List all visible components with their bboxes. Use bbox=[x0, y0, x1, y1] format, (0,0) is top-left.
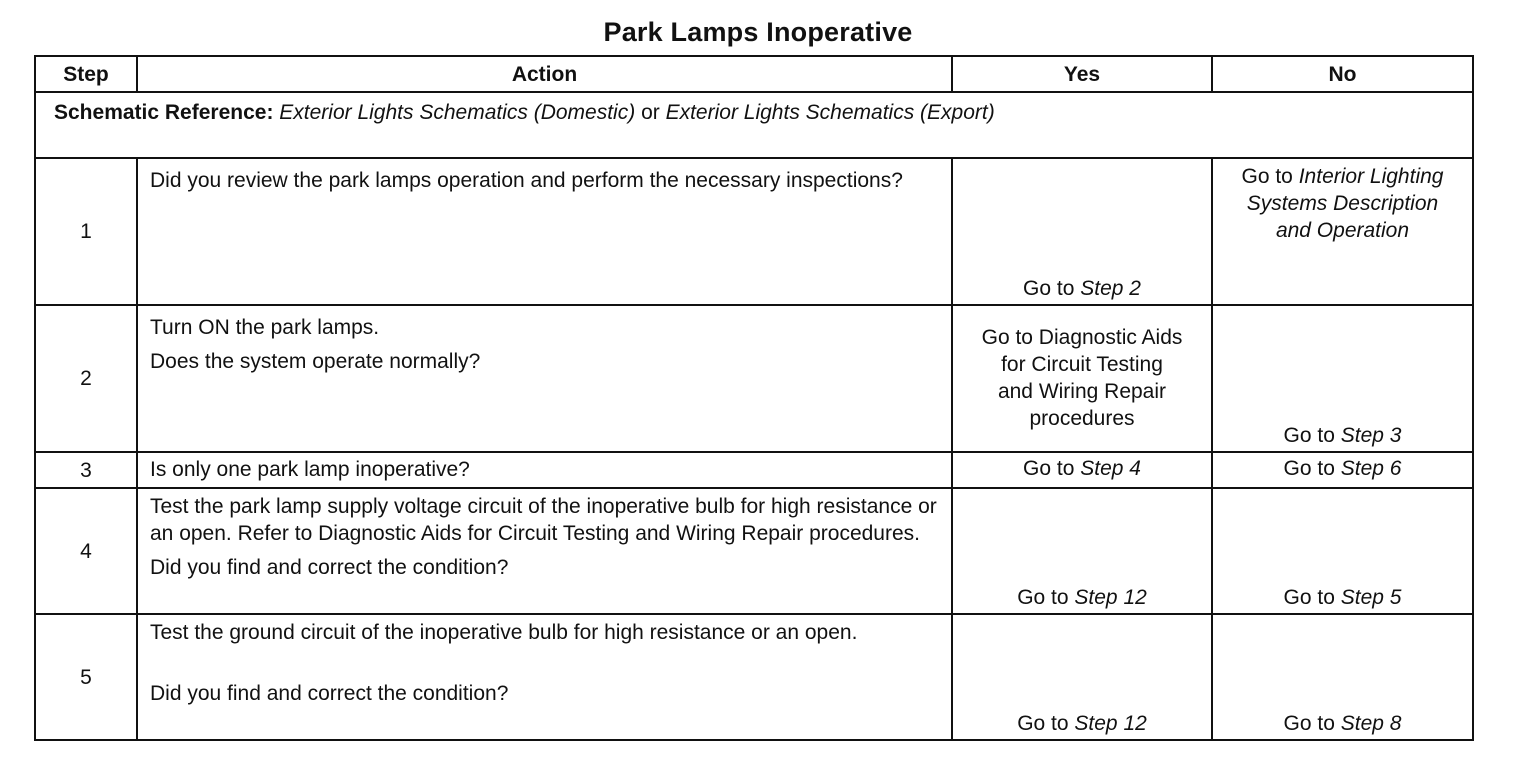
action-text: Did you review the park lamps operation and perform the necessary inspections? bbox=[150, 169, 903, 192]
go-to-text: Go to bbox=[1023, 457, 1075, 480]
step-number: 4 bbox=[35, 488, 137, 614]
header-step: Step bbox=[35, 56, 137, 92]
table-row bbox=[35, 452, 1473, 488]
no-cell bbox=[1212, 614, 1473, 740]
header-action: Action bbox=[137, 56, 952, 92]
no-cell bbox=[1212, 452, 1473, 488]
yes-cell bbox=[952, 452, 1212, 488]
schematic-link-export[interactable]: Exterior Lights Schematics (Export) bbox=[665, 101, 995, 124]
go-to-text: Go to bbox=[1283, 586, 1335, 609]
yes-cell bbox=[952, 488, 1212, 614]
step-link[interactable]: Step 3 bbox=[1340, 424, 1402, 447]
table-row bbox=[35, 158, 1473, 305]
schematic-label: Schematic Reference: bbox=[54, 101, 274, 124]
schematic-reference bbox=[35, 92, 1473, 158]
yes-cell bbox=[952, 158, 1212, 305]
step-link[interactable]: Step 6 bbox=[1340, 457, 1402, 480]
no-cell bbox=[1212, 158, 1473, 305]
schematic-row bbox=[35, 92, 1473, 158]
go-to-text: Go to bbox=[1017, 586, 1069, 609]
go-to-text: Go to bbox=[1283, 424, 1335, 447]
action-question: Did you find and correct the condition? bbox=[150, 682, 509, 705]
diagnostic-table bbox=[34, 55, 1474, 741]
yes-cell bbox=[952, 614, 1212, 740]
action-cell bbox=[137, 452, 952, 488]
step-link[interactable]: Step 8 bbox=[1340, 712, 1402, 735]
schematic-link-domestic[interactable]: Exterior Lights Schematics (Domestic) bbox=[279, 101, 636, 124]
table-row bbox=[35, 614, 1473, 740]
step-link[interactable]: Step 12 bbox=[1074, 586, 1147, 609]
go-to-text: Go to bbox=[1023, 277, 1075, 300]
header-row bbox=[35, 56, 1473, 92]
header-no: No bbox=[1212, 56, 1473, 92]
table-row bbox=[35, 488, 1473, 614]
yes-cell bbox=[952, 305, 1212, 452]
action-cell bbox=[137, 614, 952, 740]
go-to-text: Go to bbox=[1017, 712, 1069, 735]
step-link[interactable]: Step 2 bbox=[1080, 277, 1141, 300]
header-yes: Yes bbox=[952, 56, 1212, 92]
go-to-text: Go to bbox=[1283, 457, 1335, 480]
go-to-text: Go to bbox=[1283, 712, 1335, 735]
step-link[interactable]: Step 12 bbox=[1074, 712, 1147, 735]
action-text: Turn ON the park lamps. bbox=[150, 316, 380, 339]
schematic-joiner: or bbox=[641, 101, 660, 124]
reference-link[interactable]: Go to Diagnostic Aids for Circuit Testing and Wiring Repair procedures bbox=[981, 326, 1183, 430]
step-link[interactable]: Step 5 bbox=[1340, 586, 1402, 609]
no-cell bbox=[1212, 488, 1473, 614]
reference-link[interactable]: Interior Lighting Systems Description and Operation bbox=[1246, 165, 1444, 242]
action-cell bbox=[137, 488, 952, 614]
go-to-text: Go to bbox=[1241, 165, 1293, 188]
step-number: 5 bbox=[35, 614, 137, 740]
step-link[interactable]: Step 4 bbox=[1080, 457, 1141, 480]
action-text: Test the ground circuit of the inoperative bulb for high resistance or an open. bbox=[150, 621, 858, 644]
page-title: Park Lamps Inoperative bbox=[603, 17, 913, 47]
action-cell bbox=[137, 305, 952, 452]
action-question: Does the system operate normally? bbox=[150, 350, 481, 373]
action-text: Is only one park lamp inoperative? bbox=[150, 458, 470, 481]
action-text: Test the park lamp supply voltage circuit of the inoperative bulb for high resistance or an open. Refer to Diagnostic Aids for Circuit Testing and Wiring Repair procedures. bbox=[150, 495, 937, 545]
no-cell bbox=[1212, 305, 1473, 452]
action-question: Did you find and correct the condition? bbox=[150, 556, 509, 579]
step-number: 1 bbox=[35, 158, 137, 305]
table-row bbox=[35, 305, 1473, 452]
action-cell bbox=[137, 158, 952, 305]
step-number: 3 bbox=[35, 452, 137, 488]
step-number: 2 bbox=[35, 305, 137, 452]
